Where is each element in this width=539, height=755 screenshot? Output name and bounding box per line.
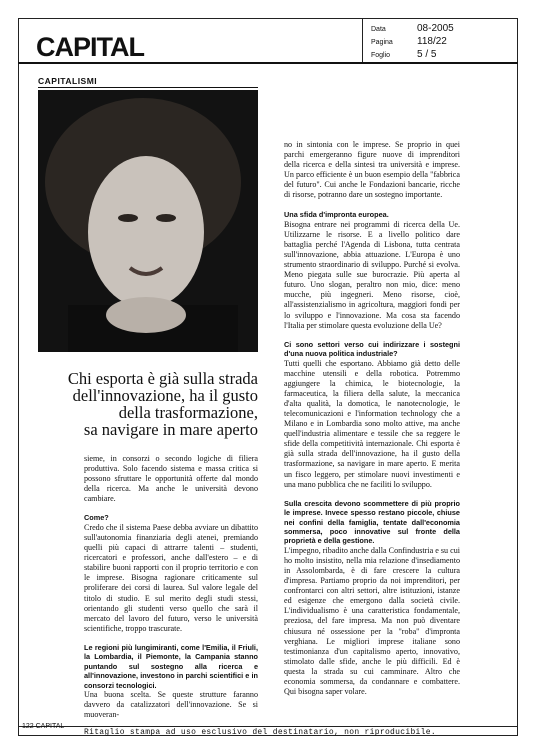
- headline-line-3: della trasformazione,: [118, 403, 258, 422]
- interview-question: Ci sono settori verso cui indirizzare i sostegni d'una nuova politica industriale?: [284, 339, 460, 359]
- headline: [38, 370, 258, 438]
- article-column-2: [284, 140, 460, 697]
- clipping-metadata: [362, 18, 519, 62]
- interview-question: Le regioni più lungimiranti, come l'Emilia, il Friuli, la Lombardia, il Piemonte, la Campania stanno puntando sul sostegno alla ricerca e all'innovazione, investono in parchi scientifici e in consorzi tecnologici.: [84, 642, 258, 690]
- data-value: 08-2005: [417, 23, 454, 34]
- section-rule: [38, 87, 258, 88]
- masthead: [18, 18, 518, 64]
- headline-line-2: dell'innovazione, ha il gusto: [72, 386, 258, 405]
- pagina-label: Pagina: [371, 39, 393, 46]
- paragraph: sieme, in consorzi o secondo logiche di filiera produttiva. Solo facendo sistema e massa critica si possono sfruttare le opportunità offerte dal mondo della ricerca. Ma anche le università devono cambiare.: [84, 454, 258, 504]
- headline-line-1: Chi esporta è già sulla strada: [67, 369, 258, 388]
- publication-logo: CAPITAL: [36, 32, 144, 62]
- paragraph: no in sintonia con le imprese. Se proprio in quei parchi emergeranno figure nuove di imprenditori della ricerca e della sintesi tra università e imprese. Un parco efficiente è un buon esempio della "fabbrica del futuro". Cui anche le Fondazioni bancarie, ricche di risorse, potranno dare un sostegno importante.: [284, 140, 460, 200]
- article-column-1: [84, 454, 258, 720]
- paragraph: Una buona scelta. Se queste strutture faranno davvero da catalizzatori dell'innovazione. Se si muoveran-: [84, 689, 258, 720]
- interview-question: Sulla crescita devono scommettere di più proprio le imprese. Invece spesso restano piccole, chiuse nei confini della famiglia, tentate dall'economia sommersa, poco innovative sul fronte della proprietà e della gestione.: [284, 498, 460, 546]
- portrait-illustration: [38, 90, 258, 352]
- clipping-disclaimer: Ritaglio stampa ad uso esclusivo del destinatario, non riproducibile.: [84, 728, 436, 737]
- footer-rule: [18, 726, 518, 727]
- foglio-value: 5 / 5: [417, 49, 437, 60]
- paragraph: Credo che il sistema Paese debba avviare un dibattito sull'autonomia finanziaria degli atenei, premiando quelli più capaci di attrarre talenti – studenti, ricercatori e professori, anche dall'estero – e di stabilire buoni rapporti con il proprio territorio e con le imprese. Bisogna ragionare criticamente sul proliferare dei corsi di laurea. Sul valore legale del titolo di studio. E sul merito degli studi stessi, orientando gli studenti verso quello che sarà il mercato del lavoro del futuro, verso le università scientifiche, troppo trascurate.: [84, 522, 258, 633]
- foglio-label: Foglio: [371, 52, 391, 59]
- portrait-photo: [38, 90, 258, 352]
- page-number: 122 CAPITAL: [22, 723, 65, 730]
- headline-line-4: sa navigare in mare aperto: [83, 420, 258, 439]
- pagina-value: 118/22: [417, 36, 447, 47]
- paragraph: L'impegno, ribadito anche dalla Confindustria e su cui ho molto insistito, nella mia relazione d'insediamento in Assolombarda, è di fare crescere la cultura d'impresa. Partiamo proprio da noi imprenditori, per confrontarci con altri settori, altre istituzioni, istanze ed esigenze che emergono dalla società civile. L'individualismo è una caratteristica fondamentale, preziosa, del fare impresa. Ma non può diventare chiusura né ossessione per la "roba" d'impronta verghiana. Le migliori imprese italiane sono testimonianza d'un capitalismo aperto, innovativo, stimolato dalle sfide, anche le più difficili. Ed è questa la strada su cui camminare. Altro che economia sommersa, da condannare e combattere. Qui bisogna saper volare.: [284, 545, 460, 697]
- section-label: CAPITALISMI: [38, 76, 98, 86]
- subheading: Una sfida d'impronta europea.: [284, 209, 389, 219]
- paragraph: Tutti quelli che esportano. Abbiamo già detto delle macchine utensili e della robotica. Potremmo aggiungere la chimica, le biotecnologie, la farmaceutica, la filiera della salute, la meccanica d'alta qualità, la domotica, le nanotecnologie, le telecomunicazioni e l'information technology che a Milano e in Lombardia sono molto attive, ma anche quell'industria alimentare e tessile che sa reggere le sfide della competitività internazionale. Chi esporta è già sulla strada dell'innovazione, ha il gusto della trasformazione, sa navigare in mare aperto. E merita un fisco leggero, per stimolare nuovi investimenti e una mano pubblica che ne faciliti lo sviluppo.: [284, 358, 460, 489]
- paragraph: Bisogna entrare nei programmi di ricerca della Ue. Utilizzarne le risorse. E a livello politico dare battaglia perché l'Agenda di Lisbona, tutta centrata sull'innovazione, abbia attuazione. L'Europa è uno strumento straordinario di sviluppo. Purché si evolva. Meno piegata sulle sue burocrazie. Più aperta al futuro. Uno slogan, peraltro non mio, dice: meno mucche, più ingegneri. Meno risorse, cioè, all'assistenzialismo in agricoltura, maggiori fondi per lo sviluppo e l'innovazione. Ma cosa sta facendo l'Italia per stimolare questa evoluzione della Ue?: [284, 219, 460, 330]
- data-label: Data: [371, 26, 386, 33]
- interview-question: Come?: [84, 513, 109, 523]
